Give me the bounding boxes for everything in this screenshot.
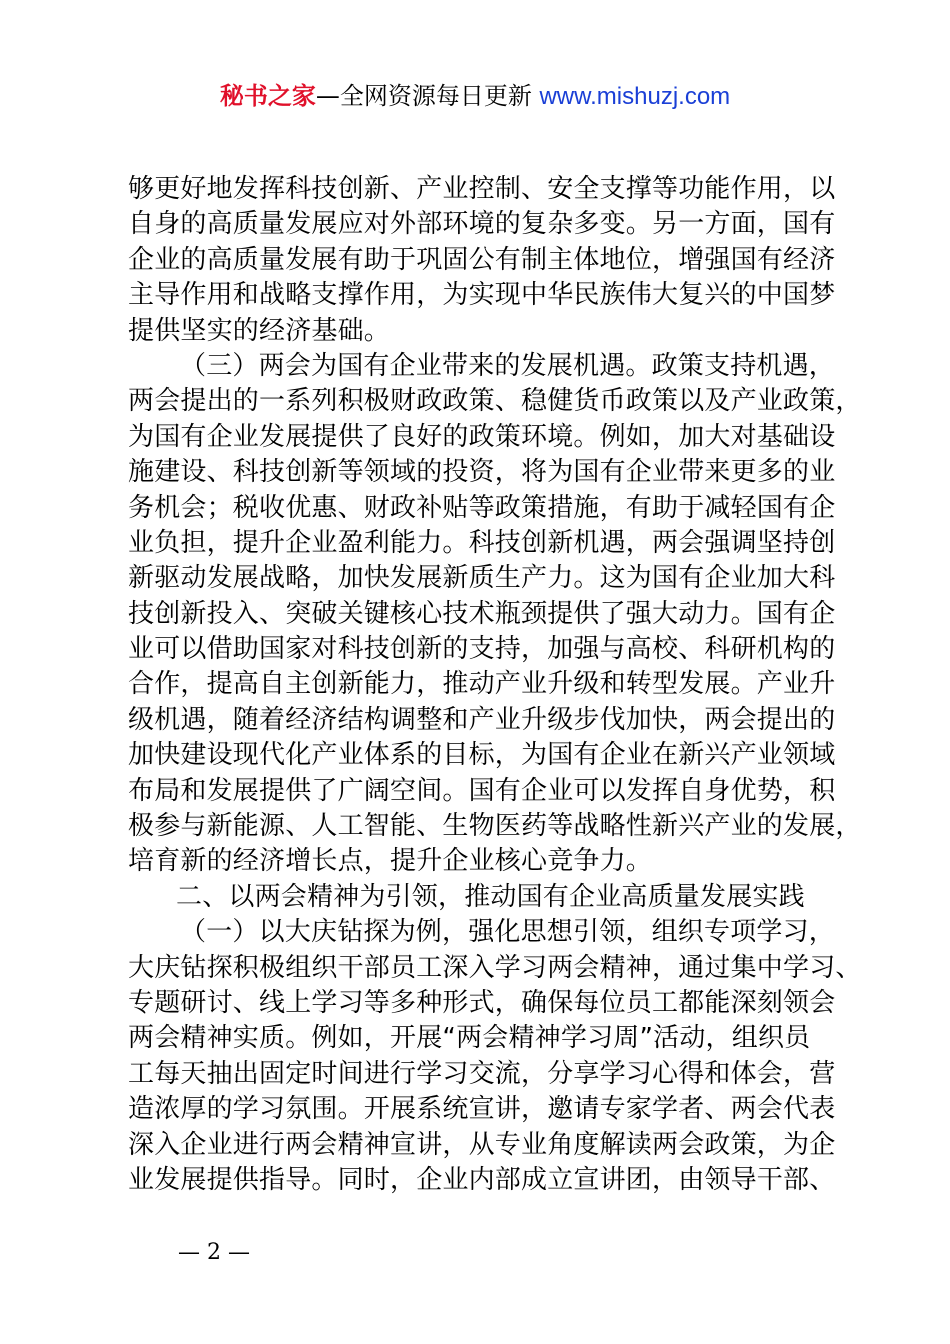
- text-line: 两会精神实质。例如，开展“两会精神学习周”活动，组织员: [128, 1023, 811, 1054]
- text-line: 主导作用和战略支撑作用，为实现中华民族伟大复兴的中国梦: [128, 280, 836, 311]
- text-line: 业可以借助国家对科技创新的支持，加强与高校、科研机构的: [128, 634, 836, 665]
- document-body: [128, 172, 862, 1198]
- text-line: 业负担，提升企业盈利能力。科技创新机遇，两会强调坚持创: [128, 527, 836, 558]
- text-line: 培育新的经济增长点，提升企业核心竞争力。: [128, 846, 653, 877]
- site-header: [0, 80, 950, 113]
- section-heading-3: （三）两会为国有企业带来的发展机遇。政策支持机遇，: [180, 350, 836, 381]
- page-number: — 2 —: [178, 1240, 250, 1265]
- text-line: 技创新投入、突破关键核心技术瓶颈提供了强大动力。国有企: [128, 598, 836, 629]
- text-line: 造浓厚的学习氛围。开展系统宣讲，邀请专家学者、两会代表: [128, 1094, 836, 1125]
- text-line: 合作，提高自主创新能力，推动产业升级和转型发展。产业升: [128, 669, 836, 700]
- site-brand: 秘书之家: [219, 82, 316, 110]
- section-heading-2: 二、以两会精神为引领，推动国有企业高质量发展实践: [176, 881, 805, 912]
- text-line: 工每天抽出固定时间进行学习交流，分享学习心得和体会，营: [128, 1058, 836, 1089]
- text-line: 级机遇，随着经济结构调整和产业升级步伐加快，两会提出的: [128, 704, 836, 735]
- text-line: 布局和发展提供了广阔空间。国有企业可以发挥自身优势，积: [128, 775, 836, 806]
- site-tagline: —全网资源每日更新: [315, 82, 540, 110]
- text-line: 专题研讨、线上学习等多种形式，确保每位员工都能深刻领会: [128, 987, 836, 1018]
- text-line: 自身的高质量发展应对外部环境的复杂多变。另一方面，国有: [128, 209, 836, 240]
- text-line: 施建设、科技创新等领域的投资，将为国有企业带来更多的业: [128, 457, 836, 488]
- text-line: 大庆钻探积极组织干部员工深入学习两会精神，通过集中学习、: [128, 952, 862, 983]
- text-line: 两会提出的一系列积极财政政策、稳健货币政策以及产业政策，: [128, 386, 862, 417]
- site-url-link[interactable]: www.mishuzj.com: [539, 83, 731, 110]
- section-heading-1: （一）以大庆钻探为例，强化思想引领，组织专项学习，: [180, 917, 836, 948]
- text-line: 新驱动发展战略，加快发展新质生产力。这为国有企业加大科: [128, 563, 836, 594]
- text-line: 业发展提供指导。同时，企业内部成立宣讲团，由领导干部、: [128, 1164, 836, 1195]
- text-line: 加快建设现代化产业体系的目标，为国有企业在新兴产业领域: [128, 740, 836, 771]
- text-line: 为国有企业发展提供了良好的政策环境。例如，加大对基础设: [128, 421, 836, 452]
- text-line: 务机会；税收优惠、财政补贴等政策措施，有助于减轻国有企: [128, 492, 836, 523]
- text-line: 企业的高质量发展有助于巩固公有制主体地位，增强国有经济: [128, 244, 836, 275]
- text-line: 够更好地发挥科技创新、产业控制、安全支撑等功能作用，以: [128, 174, 836, 204]
- text-line: 深入企业进行两会精神宣讲，从专业角度解读两会政策，为企: [128, 1129, 836, 1160]
- text-line: 提供坚实的经济基础。: [128, 315, 391, 346]
- text-line: 极参与新能源、人工智能、生物医药等战略性新兴产业的发展，: [128, 811, 862, 842]
